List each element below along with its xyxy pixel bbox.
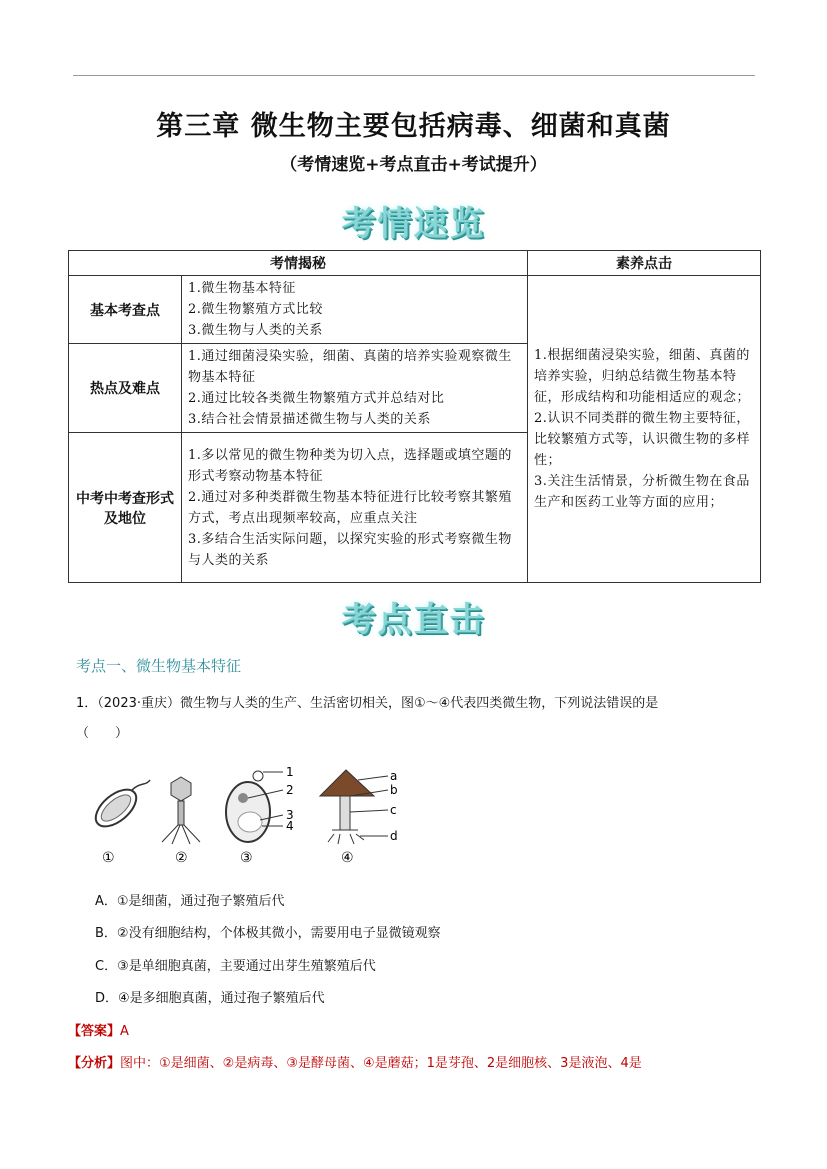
question-source: （2023·重庆）: [97, 696, 180, 711]
banner-overview: 考情速览: [341, 204, 486, 244]
table-header-literacy: 素养点击: [528, 251, 761, 276]
literacy-cell: [528, 276, 761, 583]
option-d: D．④是多细胞真菌，通过孢子繁殖后代: [95, 991, 325, 1006]
option-a: A．①是细菌，通过孢子繁殖后代: [95, 894, 285, 909]
table-line: 2.通过对多种类群微生物基本特征进行比较考察其繁殖方式，考点出现频率较高，应重点关注: [188, 489, 512, 526]
caption-1: ①: [102, 850, 115, 866]
page-subtitle: （考情速览+考点直击+考试提升）: [280, 155, 547, 175]
question-paren: （ ）: [76, 726, 129, 741]
section-heading: 考点一、微生物基本特征: [76, 657, 242, 675]
yeast-label-4: 4: [286, 819, 294, 833]
table-line: 2.微生物繁殖方式比较: [188, 302, 323, 317]
row-content-exam: [182, 433, 528, 583]
microbe-figure: [88, 760, 418, 870]
mushroom-label-d: d: [390, 829, 398, 843]
table-line: 1.多以常见的微生物种类为切入点，选择题或填空题的形式考察动物基本特征: [188, 447, 512, 484]
analysis-tag: 【分析】: [68, 1056, 121, 1071]
table-header-secrets: 考情揭秘: [69, 251, 528, 276]
question-text: 微生物与人类的生产、生活密切相关，图①～④代表四类微生物，下列说法错误的是: [180, 696, 659, 711]
question-number: 1．: [76, 696, 98, 711]
row-label-basic: 基本考查点: [69, 276, 182, 344]
table-line: 2.通过比较各类微生物繁殖方式并总结对比: [188, 391, 445, 406]
header-rule: [73, 75, 755, 76]
table-line: 3.多结合生活实际问题，以探究实验的形式考察微生物与人类的关系: [188, 531, 512, 568]
answer-value: A: [120, 1024, 129, 1039]
question-1: [76, 694, 746, 714]
mushroom-drawing: [320, 769, 398, 844]
mushroom-label-c: c: [390, 803, 397, 817]
overview-table: [68, 250, 761, 583]
row-content-basic: [182, 276, 528, 344]
row-content-hot: [182, 344, 528, 433]
bacterium-drawing: [89, 780, 150, 833]
banner-points: 考点直击: [341, 600, 486, 640]
option-b: B．②没有细胞结构，个体极其微小，需要用电子显微镜观察: [95, 926, 441, 941]
caption-4: ④: [341, 850, 354, 866]
mushroom-label-b: b: [390, 783, 398, 797]
answer-line: [68, 1020, 129, 1039]
row-label-hot: 热点及难点: [69, 344, 182, 433]
page-title: 第三章 微生物主要包括病毒、细菌和真菌: [156, 111, 671, 142]
table-line: 3.结合社会情景描述微生物与人类的关系: [188, 412, 431, 427]
caption-3: ③: [240, 850, 253, 866]
yeast-label-2: 2: [286, 783, 294, 797]
row-label-exam: 中考中考查形式及地位: [69, 433, 182, 583]
analysis-line: [68, 1052, 768, 1071]
table-line: 1.通过细菌浸染实验，细菌、真菌的培养实验观察微生物基本特征: [188, 349, 512, 385]
table-line: 3.微生物与人类的关系: [188, 323, 323, 338]
yeast-drawing: [226, 765, 294, 842]
mushroom-label-a: a: [390, 769, 398, 783]
analysis-text: 图中：①是细菌、②是病毒、③是酵母菌、④是蘑菇；1是芽孢、2是细胞核、3是液泡、4是: [120, 1056, 642, 1071]
virus-drawing: [162, 777, 200, 844]
table-line: 1.微生物基本特征: [188, 281, 296, 296]
caption-2: ②: [175, 850, 188, 866]
option-c: C．③是单细胞真菌，主要通过出芽生殖繁殖后代: [95, 959, 376, 974]
answer-tag: 【答案】: [68, 1024, 121, 1039]
yeast-label-3: 3: [286, 808, 294, 822]
yeast-label-1: 1: [286, 765, 294, 779]
literacy-text: 1.根据细菌浸染实验，细菌、真菌的培养实验，归纳总结微生物基本特征，形成结构和功能相适应的观念； 2.认识不同类群的微生物主要特征，比较繁殖方式等，认识微生物的多样性； 3.关注生活情景，分析微生物在食品生产和医药工业等方面的应用；: [534, 348, 751, 510]
